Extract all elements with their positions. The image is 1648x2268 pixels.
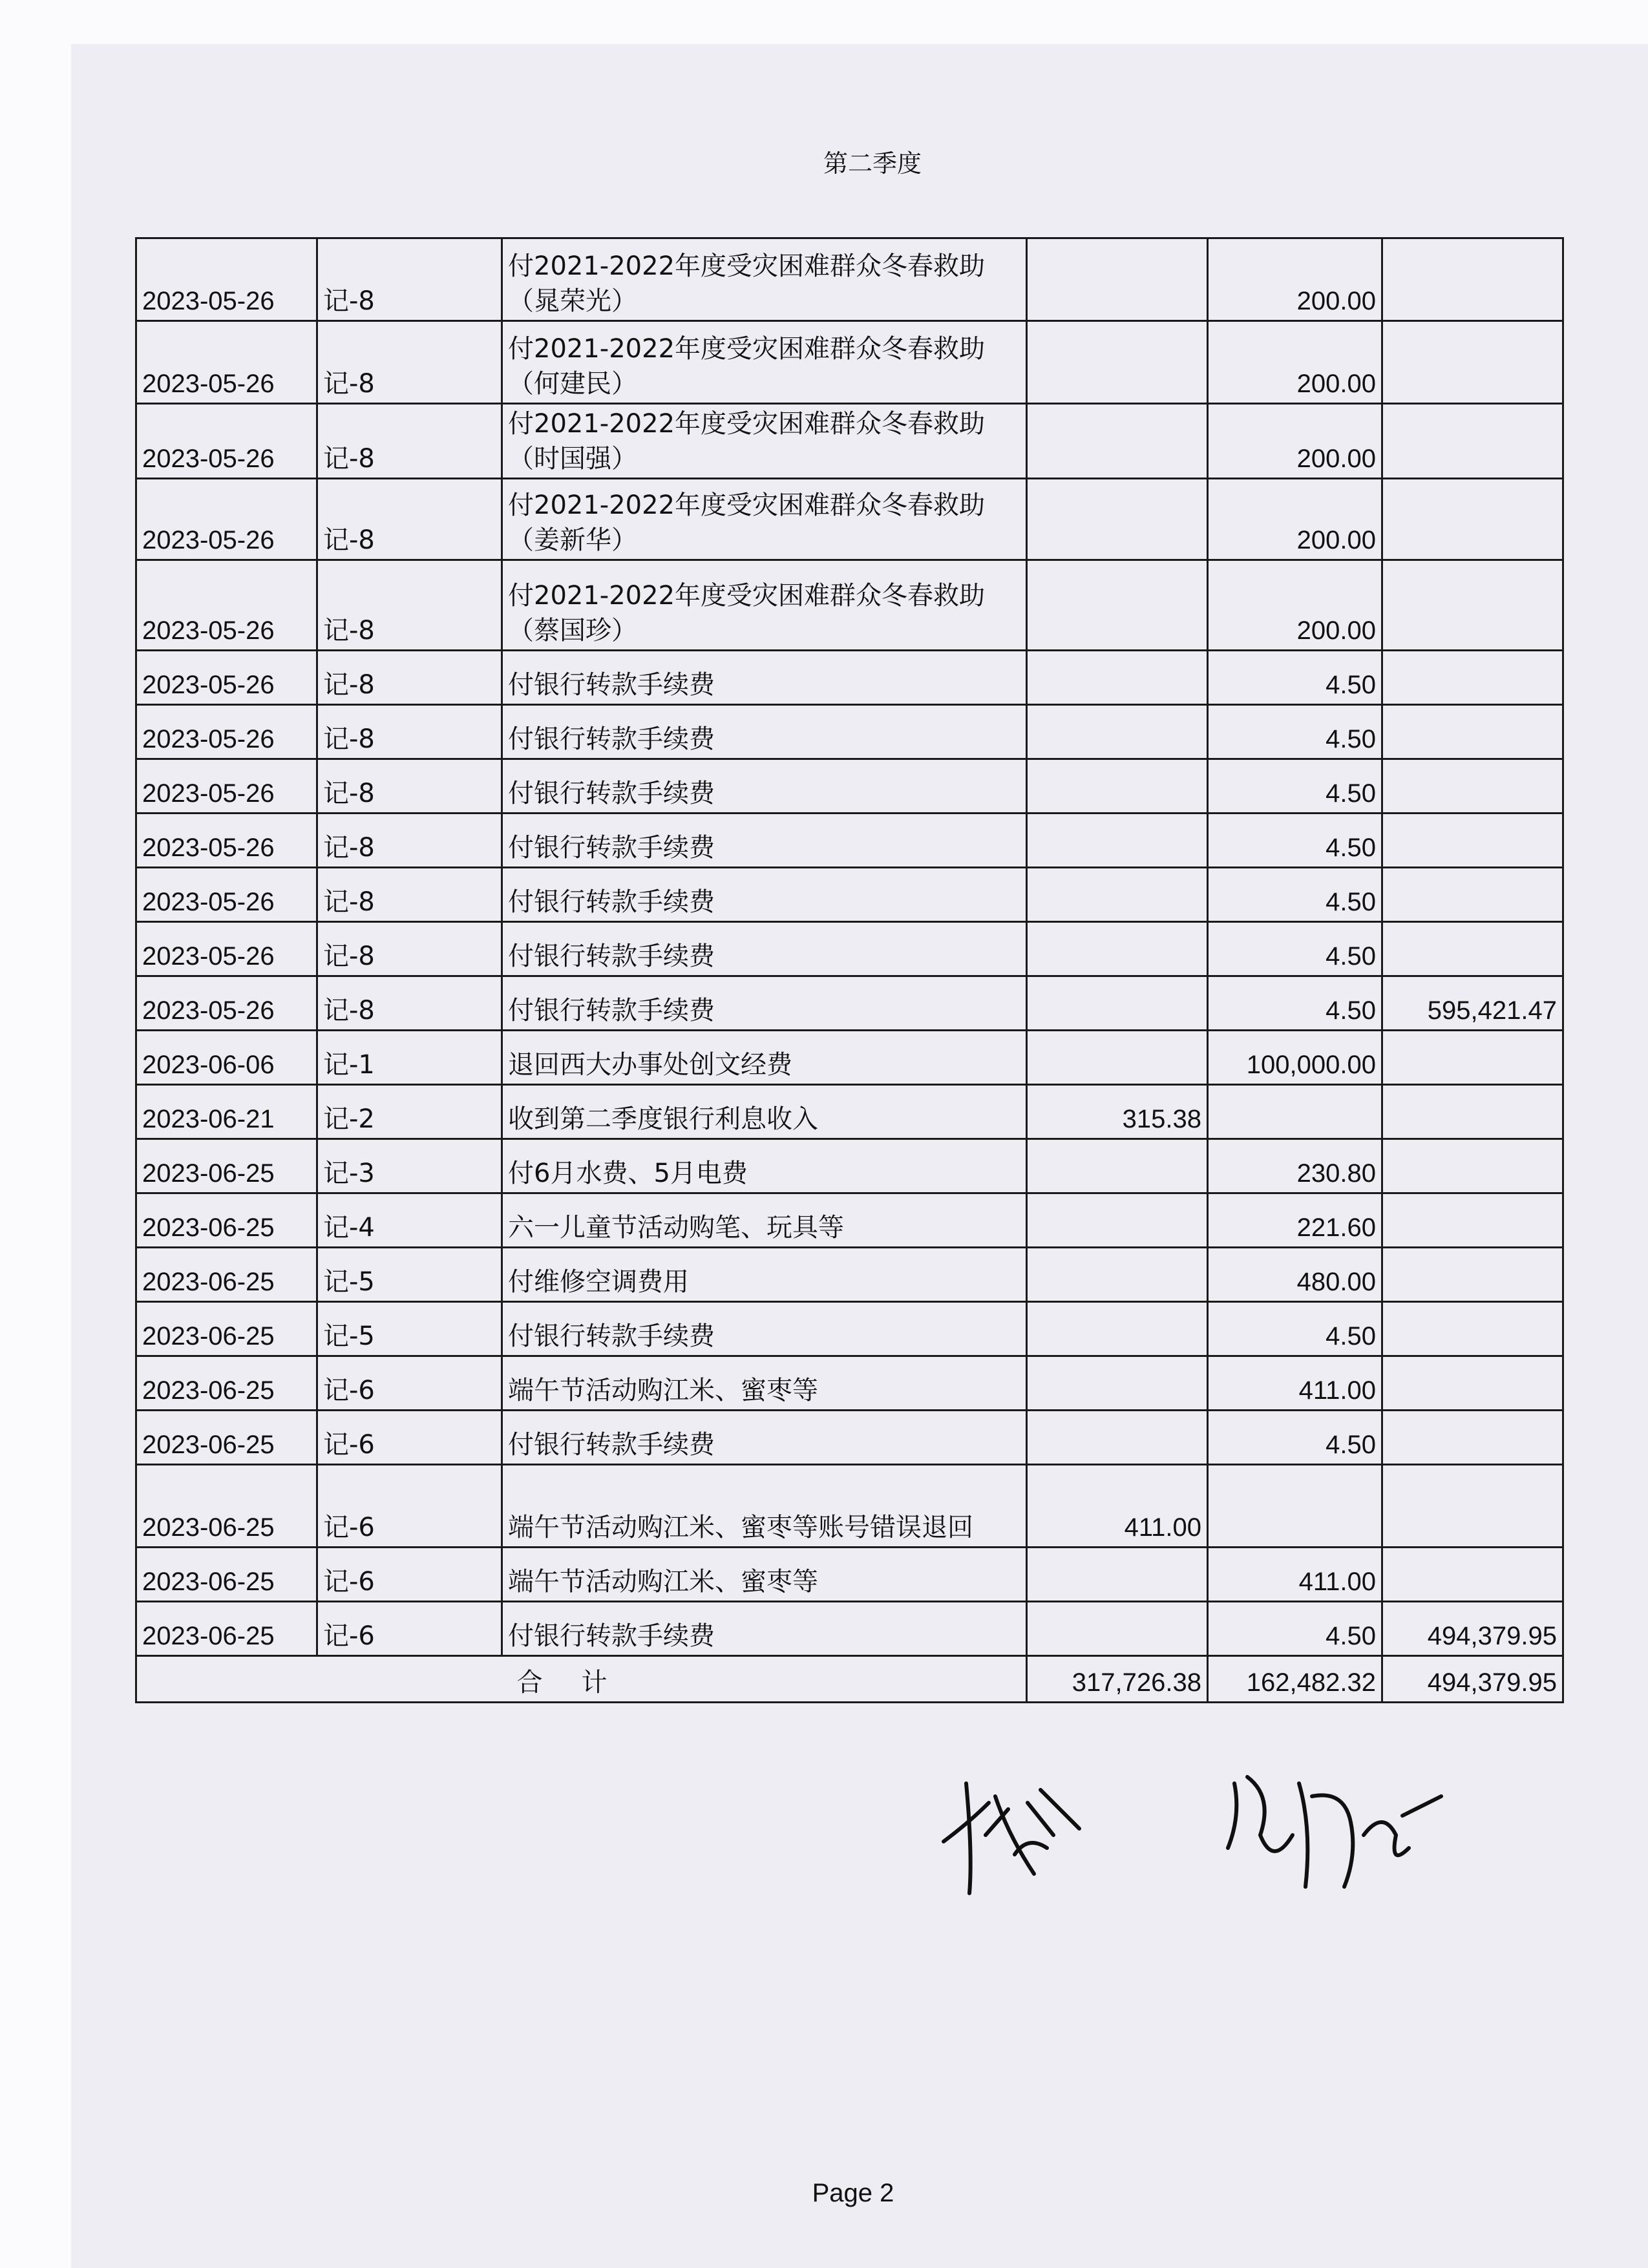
- income-cell: [1027, 1302, 1208, 1356]
- balance-cell: [1382, 321, 1563, 404]
- balance-cell: [1382, 479, 1563, 560]
- page-number: Page 2: [812, 2179, 894, 2207]
- description-cell: 付银行转款手续费: [502, 1411, 1027, 1465]
- description-cell: 六一儿童节活动购笔、玩具等: [502, 1193, 1027, 1248]
- balance-cell: [1382, 759, 1563, 814]
- date-cell: 2023-05-26: [136, 651, 317, 705]
- description-cell: 付2021-2022年度受灾困难群众冬春救助（蔡国珍）: [502, 560, 1027, 651]
- balance-cell: [1382, 238, 1563, 321]
- expense-cell: 200.00: [1208, 560, 1382, 651]
- date-cell: 2023-05-26: [136, 321, 317, 404]
- income-cell: [1027, 1031, 1208, 1085]
- date-cell: 2023-06-25: [136, 1139, 317, 1193]
- date-cell: 2023-06-25: [136, 1602, 317, 1656]
- expense-cell: 200.00: [1208, 321, 1382, 404]
- voucher-cell: 记-8: [317, 321, 502, 404]
- expense-cell: 200.00: [1208, 479, 1382, 560]
- expense-cell: 411.00: [1208, 1356, 1382, 1411]
- table-row: [136, 238, 1563, 321]
- signature-1: [931, 1758, 1086, 1913]
- income-cell: [1027, 814, 1208, 868]
- date-cell: 2023-05-26: [136, 560, 317, 651]
- expense-cell: 200.00: [1208, 404, 1382, 479]
- income-cell: [1027, 404, 1208, 479]
- voucher-cell: 记-6: [317, 1411, 502, 1465]
- voucher-cell: 记-5: [317, 1248, 502, 1302]
- income-cell: [1027, 922, 1208, 976]
- date-cell: 2023-06-06: [136, 1031, 317, 1085]
- description-cell: 付银行转款手续费: [502, 651, 1027, 705]
- expense-cell: 4.50: [1208, 976, 1382, 1031]
- table-row: [136, 321, 1563, 404]
- voucher-cell: 记-2: [317, 1085, 502, 1139]
- page-title: 第二季度: [823, 149, 922, 178]
- voucher-cell: 记-5: [317, 1302, 502, 1356]
- voucher-cell: 记-6: [317, 1602, 502, 1656]
- table-row: [136, 404, 1563, 479]
- voucher-cell: 记-8: [317, 976, 502, 1031]
- voucher-cell: 记-6: [317, 1356, 502, 1411]
- table-row: [136, 976, 1563, 1031]
- income-cell: [1027, 1139, 1208, 1193]
- balance-cell: [1382, 1085, 1563, 1139]
- description-cell: 付6月水费、5月电费: [502, 1139, 1027, 1193]
- income-cell: [1027, 868, 1208, 922]
- expense-cell: 4.50: [1208, 868, 1382, 922]
- date-cell: 2023-05-26: [136, 976, 317, 1031]
- table-row: [136, 1139, 1563, 1193]
- table-row: [136, 922, 1563, 976]
- voucher-cell: 记-8: [317, 238, 502, 321]
- expense-cell: 4.50: [1208, 705, 1382, 759]
- date-cell: 2023-05-26: [136, 759, 317, 814]
- income-cell: [1027, 1411, 1208, 1465]
- date-cell: 2023-05-26: [136, 814, 317, 868]
- total-expense-cell: 162,482.32: [1208, 1656, 1382, 1703]
- balance-cell: [1382, 705, 1563, 759]
- expense-cell: 100,000.00: [1208, 1031, 1382, 1085]
- voucher-cell: 记-4: [317, 1193, 502, 1248]
- balance-cell: [1382, 1411, 1563, 1465]
- total-balance-cell: 494,379.95: [1382, 1656, 1563, 1703]
- expense-cell: 4.50: [1208, 759, 1382, 814]
- balance-cell: [1382, 1139, 1563, 1193]
- description-cell: 付银行转款手续费: [502, 814, 1027, 868]
- description-cell: 收到第二季度银行利息收入: [502, 1085, 1027, 1139]
- balance-cell: [1382, 404, 1563, 479]
- expense-cell: 4.50: [1208, 814, 1382, 868]
- table-row: [136, 1465, 1563, 1548]
- table-row: [136, 814, 1563, 868]
- description-cell: 付银行转款手续费: [502, 1602, 1027, 1656]
- date-cell: 2023-06-25: [136, 1411, 317, 1465]
- date-cell: 2023-06-25: [136, 1548, 317, 1602]
- expense-cell: 411.00: [1208, 1548, 1382, 1602]
- balance-cell: [1382, 868, 1563, 922]
- expense-cell: 4.50: [1208, 1302, 1382, 1356]
- expense-cell: 4.50: [1208, 1411, 1382, 1465]
- voucher-cell: 记-6: [317, 1465, 502, 1548]
- balance-cell: [1382, 1465, 1563, 1548]
- expense-cell: 4.50: [1208, 922, 1382, 976]
- voucher-cell: 记-8: [317, 651, 502, 705]
- date-cell: 2023-06-25: [136, 1356, 317, 1411]
- balance-cell: [1382, 814, 1563, 868]
- ledger-table: [135, 237, 1564, 1703]
- description-cell: 端午节活动购江米、蜜枣等账号错误退回: [502, 1465, 1027, 1548]
- description-cell: 付维修空调费用: [502, 1248, 1027, 1302]
- income-cell: [1027, 479, 1208, 560]
- expense-cell: 230.80: [1208, 1139, 1382, 1193]
- table-row: [136, 1302, 1563, 1356]
- income-cell: 315.38: [1027, 1085, 1208, 1139]
- table-row: [136, 479, 1563, 560]
- table-row: [136, 1248, 1563, 1302]
- balance-cell: [1382, 1302, 1563, 1356]
- date-cell: 2023-06-21: [136, 1085, 317, 1139]
- income-cell: [1027, 1356, 1208, 1411]
- table-row: [136, 1356, 1563, 1411]
- voucher-cell: 记-8: [317, 922, 502, 976]
- table-row: [136, 1602, 1563, 1656]
- income-cell: [1027, 651, 1208, 705]
- description-cell: 付银行转款手续费: [502, 1302, 1027, 1356]
- date-cell: 2023-05-26: [136, 479, 317, 560]
- total-label: 合计: [136, 1656, 1027, 1703]
- expense-cell: [1208, 1085, 1382, 1139]
- description-cell: 付2021-2022年度受灾困难群众冬春救助（晁荣光）: [502, 238, 1027, 321]
- description-cell: 付2021-2022年度受灾困难群众冬春救助（姜新华）: [502, 479, 1027, 560]
- description-cell: 付2021-2022年度受灾困难群众冬春救助（何建民）: [502, 321, 1027, 404]
- description-cell: 端午节活动购江米、蜜枣等: [502, 1356, 1027, 1411]
- table-row: [136, 1031, 1563, 1085]
- balance-cell: [1382, 1356, 1563, 1411]
- balance-cell: [1382, 1548, 1563, 1602]
- income-cell: 411.00: [1027, 1465, 1208, 1548]
- balance-cell: [1382, 1193, 1563, 1248]
- table-row: [136, 1085, 1563, 1139]
- voucher-cell: 记-8: [317, 560, 502, 651]
- description-cell: 付银行转款手续费: [502, 922, 1027, 976]
- table-row: [136, 759, 1563, 814]
- date-cell: 2023-06-25: [136, 1193, 317, 1248]
- expense-cell: 221.60: [1208, 1193, 1382, 1248]
- income-cell: [1027, 238, 1208, 321]
- voucher-cell: 记-3: [317, 1139, 502, 1193]
- voucher-cell: 记-1: [317, 1031, 502, 1085]
- date-cell: 2023-05-26: [136, 705, 317, 759]
- date-cell: 2023-06-25: [136, 1302, 317, 1356]
- income-cell: [1027, 976, 1208, 1031]
- table-row: [136, 560, 1563, 651]
- description-cell: 付银行转款手续费: [502, 759, 1027, 814]
- description-cell: 退回西大办事处创文经费: [502, 1031, 1027, 1085]
- income-cell: [1027, 1548, 1208, 1602]
- description-cell: 付银行转款手续费: [502, 705, 1027, 759]
- date-cell: 2023-06-25: [136, 1465, 317, 1548]
- voucher-cell: 记-8: [317, 868, 502, 922]
- table-row: [136, 651, 1563, 705]
- voucher-cell: 记-8: [317, 814, 502, 868]
- voucher-cell: 记-8: [317, 479, 502, 560]
- signature-2: [1215, 1758, 1448, 1906]
- income-cell: [1027, 321, 1208, 404]
- description-cell: 付2021-2022年度受灾困难群众冬春救助（时国强）: [502, 404, 1027, 479]
- date-cell: 2023-05-26: [136, 868, 317, 922]
- balance-cell: [1382, 1031, 1563, 1085]
- voucher-cell: 记-8: [317, 404, 502, 479]
- table-row: [136, 1193, 1563, 1248]
- income-cell: [1027, 1248, 1208, 1302]
- table-row: [136, 1411, 1563, 1465]
- income-cell: [1027, 560, 1208, 651]
- balance-cell: [1382, 1248, 1563, 1302]
- balance-cell: [1382, 922, 1563, 976]
- income-cell: [1027, 705, 1208, 759]
- balance-cell: 595,421.47: [1382, 976, 1563, 1031]
- income-cell: [1027, 1193, 1208, 1248]
- date-cell: 2023-05-26: [136, 922, 317, 976]
- expense-cell: 200.00: [1208, 238, 1382, 321]
- description-cell: 端午节活动购江米、蜜枣等: [502, 1548, 1027, 1602]
- table-row: [136, 705, 1563, 759]
- expense-cell: 480.00: [1208, 1248, 1382, 1302]
- balance-cell: 494,379.95: [1382, 1602, 1563, 1656]
- income-cell: [1027, 759, 1208, 814]
- total-row: [136, 1656, 1563, 1703]
- voucher-cell: 记-8: [317, 759, 502, 814]
- balance-cell: [1382, 651, 1563, 705]
- description-cell: 付银行转款手续费: [502, 976, 1027, 1031]
- expense-cell: [1208, 1465, 1382, 1548]
- total-income-cell: 317,726.38: [1027, 1656, 1208, 1703]
- voucher-cell: 记-8: [317, 705, 502, 759]
- expense-cell: 4.50: [1208, 1602, 1382, 1656]
- date-cell: 2023-05-26: [136, 404, 317, 479]
- income-cell: [1027, 1602, 1208, 1656]
- voucher-cell: 记-6: [317, 1548, 502, 1602]
- balance-cell: [1382, 560, 1563, 651]
- table-row: [136, 868, 1563, 922]
- description-cell: 付银行转款手续费: [502, 868, 1027, 922]
- expense-cell: 4.50: [1208, 651, 1382, 705]
- date-cell: 2023-06-25: [136, 1248, 317, 1302]
- table-row: [136, 1548, 1563, 1602]
- date-cell: 2023-05-26: [136, 238, 317, 321]
